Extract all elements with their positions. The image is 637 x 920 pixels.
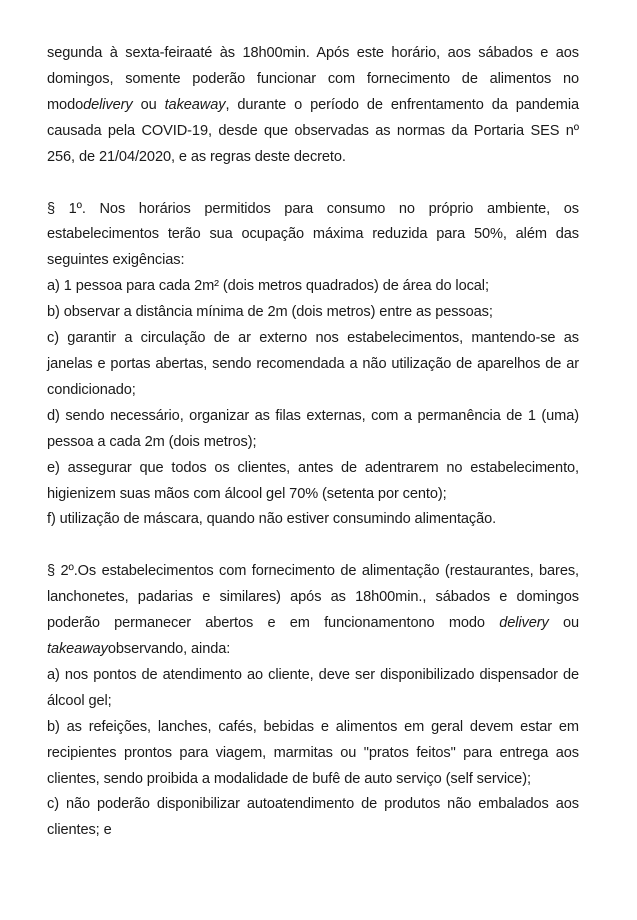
section-2-item-a: a) nos pontos de atendimento ao cliente, deve ser disponibilizado dispensador de álcool gel; bbox=[47, 666, 579, 709]
intro-italic-takeaway: takeaway bbox=[164, 96, 226, 113]
section-2-text-1: § 2º.Os estabelecimentos com fornecimento de alimentação (restaurantes, bares, lanchonetes, padarias e similares) após as 18h00min., sábados e domingos poderão permanecer abertos e em funcionamentono modo bbox=[47, 563, 579, 632]
section-2-item-b: b) as refeições, lanches, cafés, bebidas e alimentos em geral devem estar em recipientes prontos para viagem, marmitas ou "pratos feitos" para entrega aos clientes, sendo proibida a modalidade de bufê de auto serviço (self service); bbox=[47, 718, 579, 787]
section-1-item-f: f) utilização de máscara, quando não estiver consumindo alimentação. bbox=[47, 511, 497, 528]
intro-text-1: segunda à sexta-feiraaté às 18h00min. Após este horário, aos sábados e aos domingos, somente poderão funcionar com fornecimento de alimentos no modo bbox=[47, 45, 579, 113]
section-2-italic-takeaway: takeaway bbox=[47, 641, 108, 658]
section-1-item-b: b) observar a distância mínima de 2m (dois metros) entre as pessoas; bbox=[47, 304, 493, 321]
document-page bbox=[47, 41, 579, 844]
section-1-item-c: c) garantir a circulação de ar externo nos estabelecimentos, mantendo-se as janelas e portas abertas, sendo recomendada a não utilização de aparelhos de ar condicionado; bbox=[47, 330, 579, 398]
section-1-heading: § 1º. Nos horários permitidos para consumo no próprio ambiente, os estabelecimentos terão sua ocupação máxima reduzida para 50%, além das seguintes exigências: bbox=[47, 200, 579, 269]
section-2-text-2: ou bbox=[548, 615, 579, 632]
section-1-item-e: e) assegurar que todos os clientes, antes de adentrarem no estabelecimento, higienizem suas mãos com álcool gel 70% (setenta por cento); bbox=[47, 459, 579, 502]
section-2-heading bbox=[47, 559, 579, 663]
paragraph-gap bbox=[47, 171, 579, 197]
intro-text-3: , durante o período de enfrentamento da pandemia causada pela COVID-19, desde que observadas as normas da Portaria SES nº 256, de 21/04/2020, e as regras deste decreto. bbox=[47, 96, 579, 165]
section-2-text-3: observando, ainda: bbox=[107, 641, 231, 658]
intro-paragraph bbox=[47, 41, 579, 171]
paragraph-gap bbox=[47, 533, 579, 559]
section-1-item-a: a) 1 pessoa para cada 2m² (dois metros quadrados) de área do local; bbox=[47, 278, 489, 295]
section-1-item-d: d) sendo necessário, organizar as filas externas, com a permanência de 1 (uma) pessoa a cada 2m (dois metros); bbox=[47, 407, 579, 450]
section-2-item-c: c) não poderão disponibilizar autoatendimento de produtos não embalados aos clientes; e bbox=[47, 796, 579, 839]
intro-text-2: ou bbox=[132, 96, 165, 113]
intro-italic-delivery: delivery bbox=[83, 96, 133, 113]
section-2-italic-delivery: delivery bbox=[499, 615, 549, 632]
